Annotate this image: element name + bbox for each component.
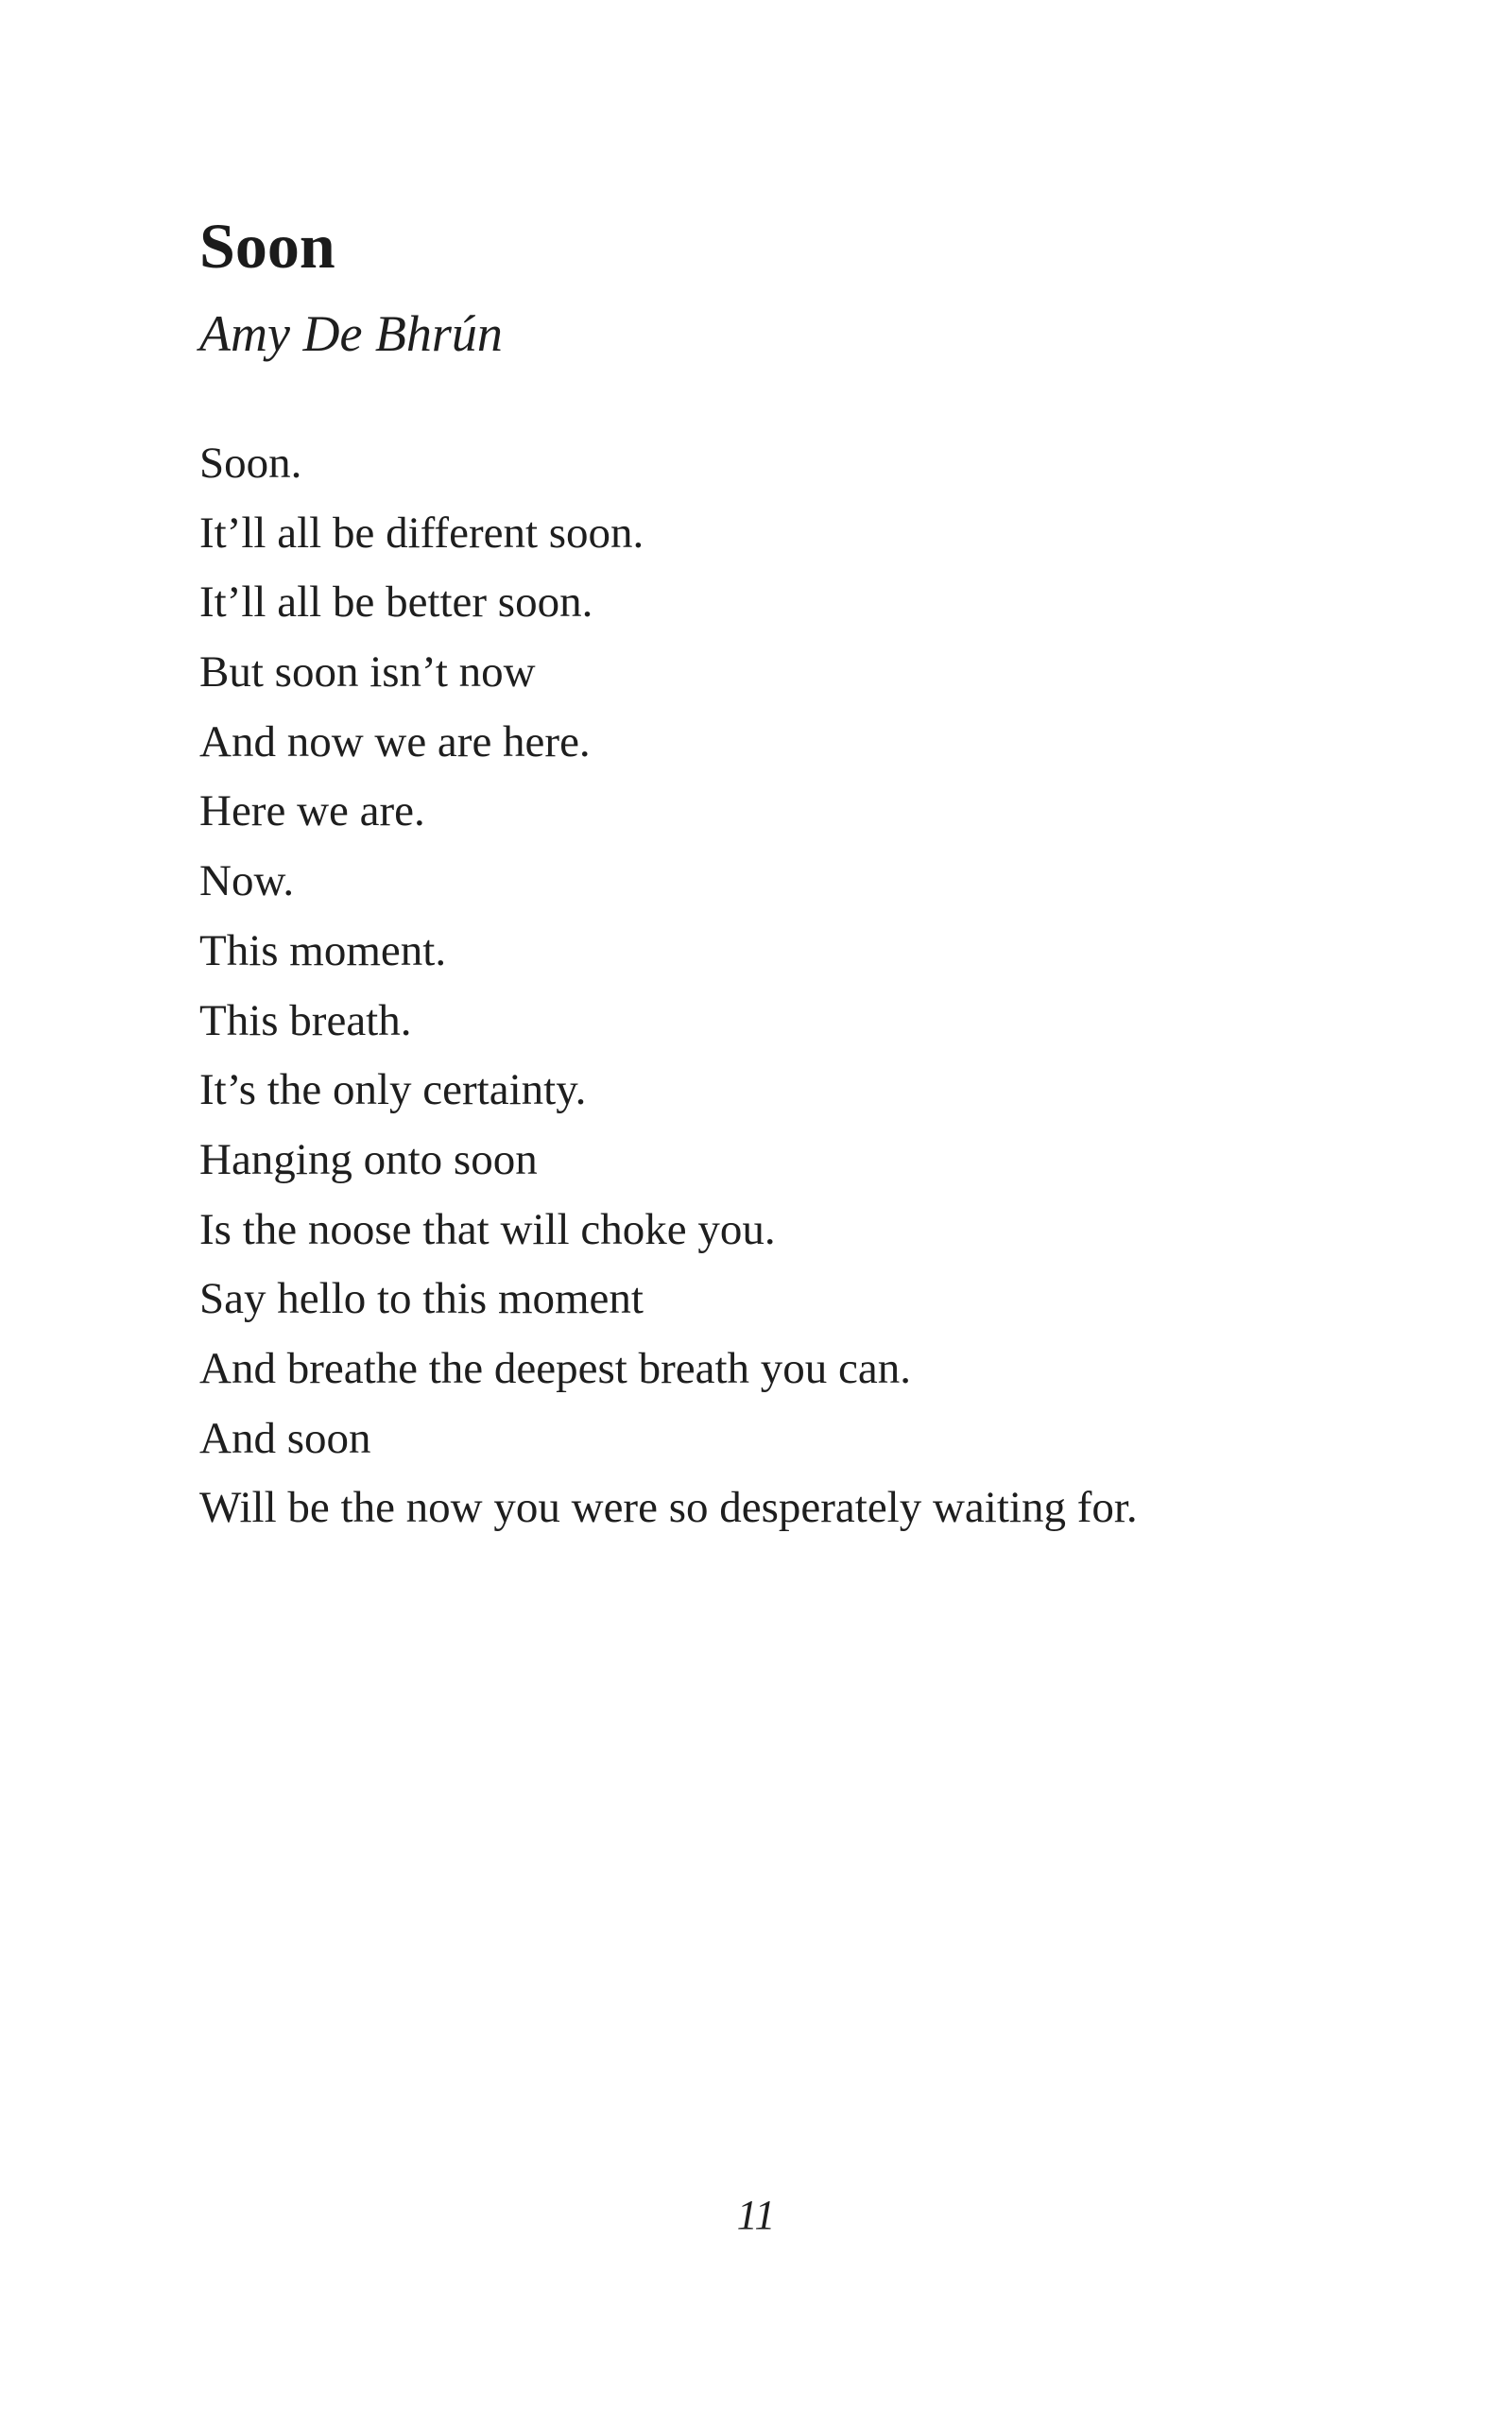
poem-line: It’ll all be better soon. [199,577,593,628]
poem-line: Is the noose that will choke you. [199,1204,776,1254]
poem-title: Soon [199,210,335,282]
poem-line: And soon [199,1413,371,1463]
poem-line: It’s the only certainty. [199,1065,587,1115]
poem-line: This breath. [199,995,412,1045]
poem-line: Soon. [199,439,302,488]
poem-line: And breathe the deepest breath you can. [199,1343,911,1393]
poem-line: Here we are. [199,786,425,836]
page-number: 11 [736,2192,776,2238]
poem-line: But soon isn’t now [199,647,536,698]
poem-line: It’ll all be different soon. [199,508,644,558]
poem-body [199,429,1138,1543]
poem-line: Will be the now you were so desperately waiting for. [199,1483,1138,1533]
poem-line: Say hello to this moment [199,1274,644,1324]
poem-line: And now we are here. [199,716,591,767]
poem-line: This moment. [199,925,447,975]
poem-line: Now. [199,856,295,906]
poem-author: Amy De Bhrún [199,305,503,362]
poem-line: Hanging onto soon [199,1134,538,1184]
